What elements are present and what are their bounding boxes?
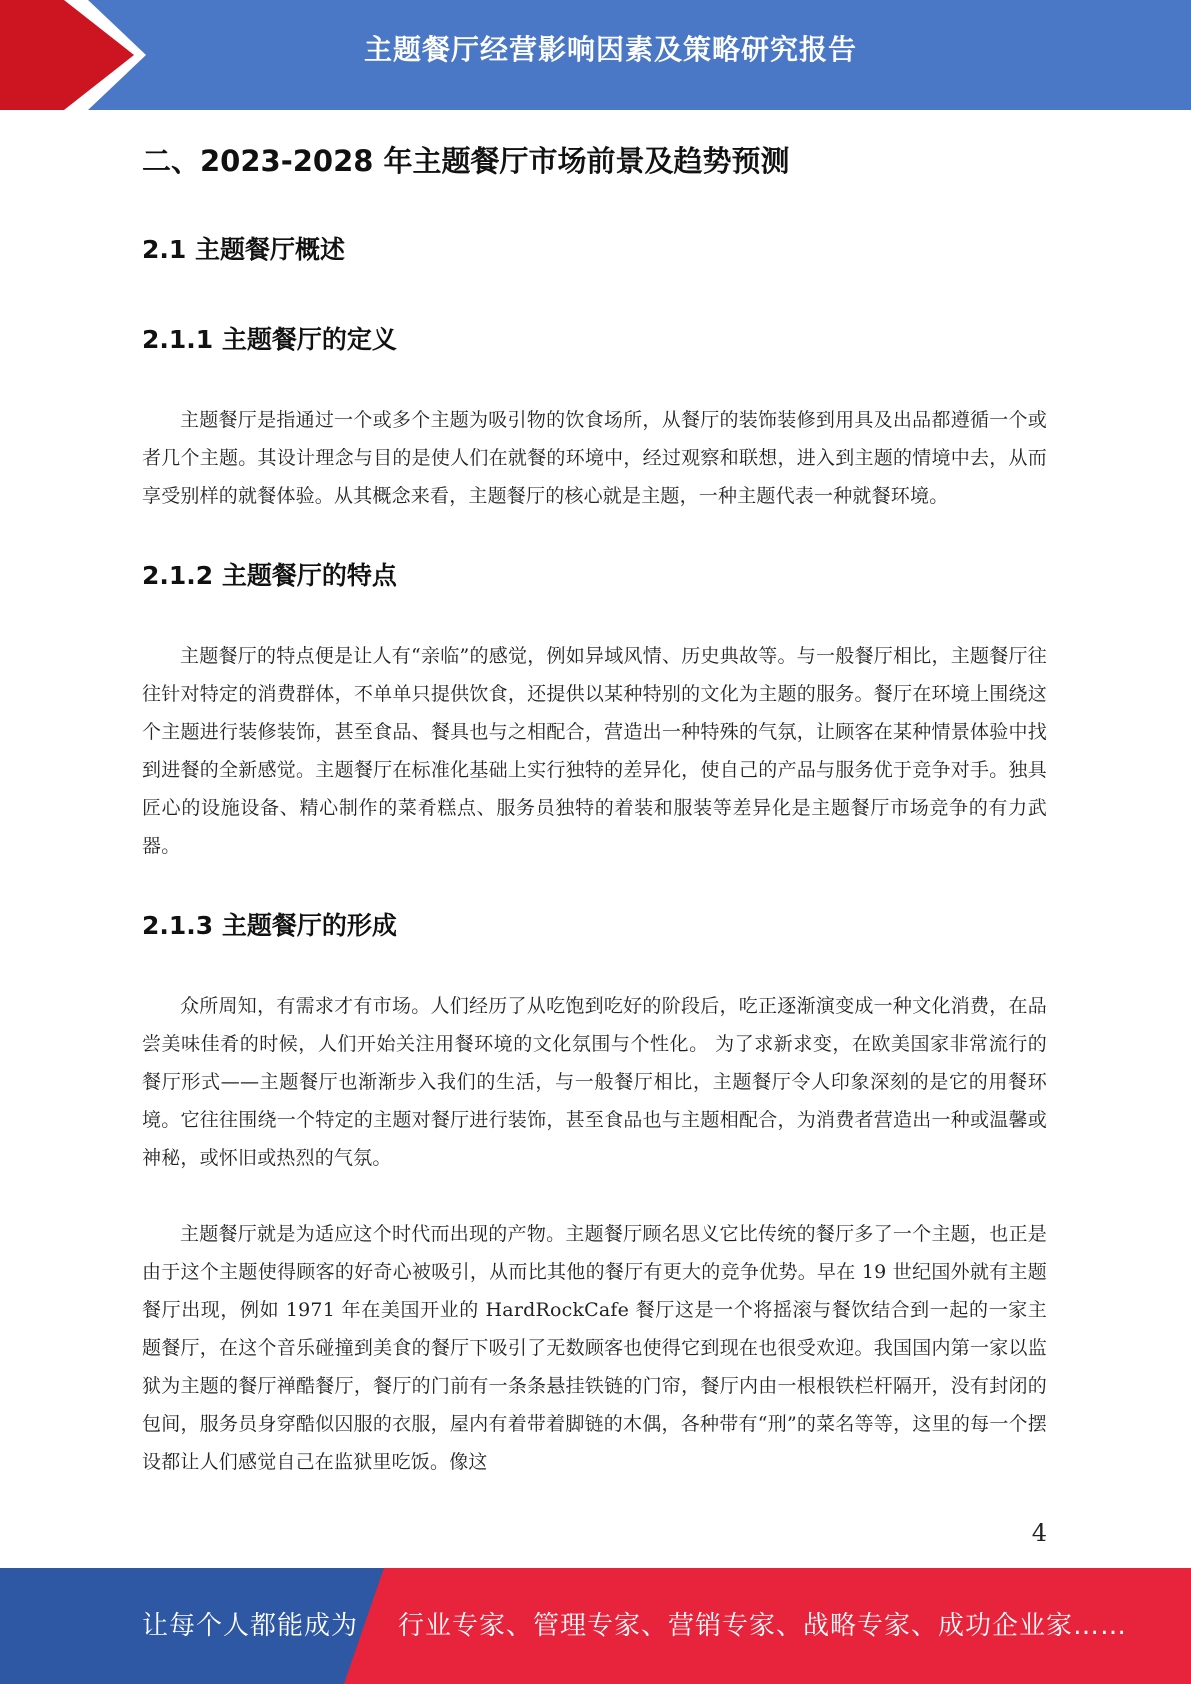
page-header xyxy=(0,0,1191,110)
main-content xyxy=(142,130,1047,1481)
chapter-title: 二、2023-2028 年主题餐厅市场前景及趋势预测 xyxy=(142,144,790,178)
header-title: 主题餐厅经营影响因素及策略研究报告 xyxy=(363,33,857,66)
paragraph-features: 主题餐厅的特点便是让人有“亲临”的感觉，例如异域风情、历史典故等。与一般餐厅相比，主题餐厅往往针对特定的消费群体，不单单只提供饮食，还提供以某种特别的文化为主题的服务。餐厅在环境上围绕这个主题进行装修装饰，甚至食品、餐具也与之相配合，营造出一种特殊的气氛，让顾客在某种情景体验中找到进餐的全新感觉。主题餐厅在标准化基础上实行独特的差异化，使自己的产品与服务优于竞争对手。独具匠心的设施设备、精心制作的菜肴糕点、服务员独特的着装和服装等差异化是主题餐厅市场竞争的有力武器。 xyxy=(142,645,1047,857)
paragraph-definition: 主题餐厅是指通过一个或多个主题为吸引物的饮食场所，从餐厅的装饰装修到用具及出品都遵循一个或者几个主题。其设计理念与目的是使人们在就餐的环境中，经过观察和联想，进入到主题的情境中去，从而享受别样的就餐体验。从其概念来看，主题餐厅的核心就是主题，一种主题代表一种就餐环境。 xyxy=(142,409,1047,507)
section-title: 2.1 主题餐厅概述 xyxy=(142,235,345,264)
page-footer xyxy=(0,1568,1191,1684)
subsection-title-formation: 2.1.3 主题餐厅的形成 xyxy=(142,911,397,940)
subsection-title-definition: 2.1.1 主题餐厅的定义 xyxy=(142,325,397,354)
footer-slogan-left: 让每个人都能成为 xyxy=(142,1611,359,1641)
paragraph-formation-1: 众所周知，有需求才有市场。人们经历了从吃饱到吃好的阶段后，吃正逐渐演变成一种文化消费，在品尝美味佳肴的时候，人们开始关注用餐环境的文化氛围与个性化。 为了求新求变，在欧美国家非常流行的餐厅形式——主题餐厅也渐渐步入我们的生活，与一般餐厅相比，主题餐厅令人印象深刻的是它的用餐环境。它往往围绕一个特定的主题对餐厅进行装饰，甚至食品也与主题相配合，为消费者营造出一种或温馨或神秘，或怀旧或热烈的气氛。 xyxy=(142,995,1047,1169)
paragraph-formation-2: 主题餐厅就是为适应这个时代而出现的产物。主题餐厅顾名思义它比传统的餐厅多了一个主题，也正是由于这个主题使得顾客的好奇心被吸引，从而比其他的餐厅有更大的竞争优势。早在 19 世纪国外就有主题餐厅出现，例如 1971 年在美国开业的 HardRockCafe 餐厅这是一个将摇滚与餐饮结合到一起的一家主题餐厅，在这个音乐碰撞到美食的餐厅下吸引了无数顾客也使得它到现在也很受欢迎。我国国内第一家以监狱为主题的餐厅禅酷餐厅，餐厅的门前有一条条悬挂铁链的门帘，餐厅内由一根根铁栏杆隔开，没有封闭的包间，服务员身穿酷似囚服的衣服，屋内有着带着脚链的木偶，各种带有“刑”的菜名等等，这里的每一个摆设都让人们感觉自己在监狱里吃饭。像这 xyxy=(142,1223,1047,1473)
subsection-title-features: 2.1.2 主题餐厅的特点 xyxy=(142,561,397,590)
footer-slogan-right: 行业专家、管理专家、营销专家、战略专家、成功企业家…… xyxy=(398,1611,1128,1641)
page-number: 4 xyxy=(1031,1519,1047,1547)
